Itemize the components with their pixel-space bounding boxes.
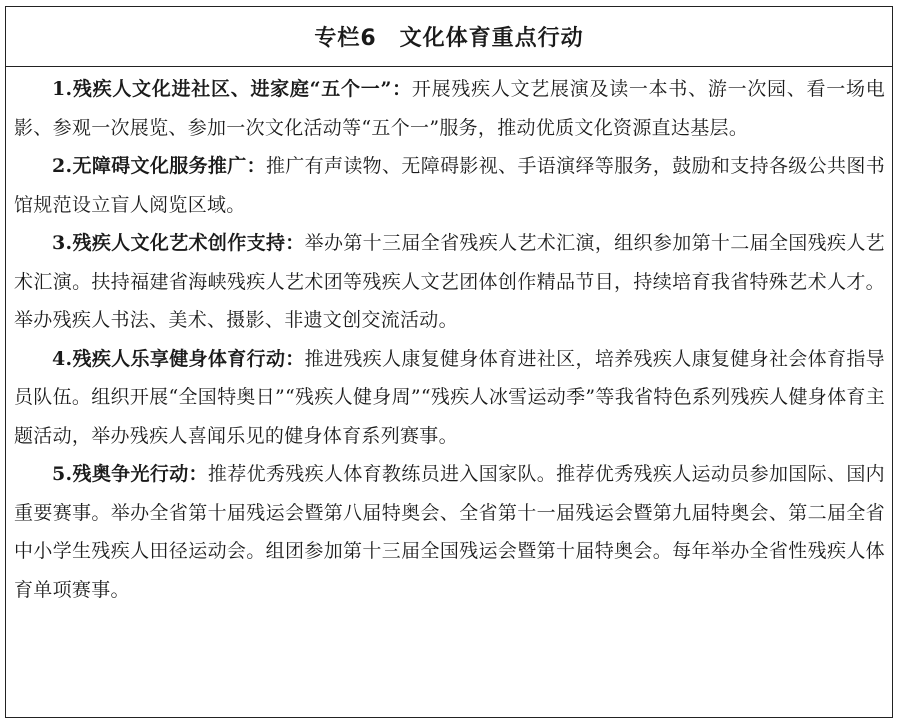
action-item-text: 举办第十三届全省残疾人艺术汇演，组织参加第十二届全国残疾人艺术汇演。扶持福建省海峡残疾人艺术团等残疾人文艺团体创作精品节目，持续培育我省特殊艺术人才。举办残疾人书法、美术、摄影、非遗文创交流活动。: [14, 232, 885, 331]
feature-box-title: 专栏6 文化体育重点行动: [314, 26, 584, 51]
action-item-2: [14, 147, 885, 224]
action-item-lead: 2.无障碍文化服务推广：: [52, 155, 266, 177]
feature-box-content: [6, 67, 892, 609]
action-item-3: [14, 224, 885, 340]
feature-box-header: [6, 7, 892, 67]
feature-box: [5, 6, 893, 718]
action-item-5: [14, 455, 885, 609]
action-item-lead: 1.残疾人文化进社区、进家庭“五个一”：: [52, 78, 412, 100]
action-item-text: 推进残疾人康复健身体育进社区，培养残疾人康复健身社会体育指导员队伍。组织开展“全国特奥日”“残疾人健身周”“残疾人冰雪运动季”等我省特色系列残疾人健身体育主题活动，举办残疾人喜闻乐见的健身体育系列赛事。: [14, 347, 885, 447]
action-item-text: 推荐优秀残疾人体育教练员进入国家队。推荐优秀残疾人运动员参加国际、国内重要赛事。举办全省第十届残运会暨第八届特奥会、全省第十一届残运会暨第九届特奥会、第二届全省中小学生残疾人田径运动会。组团参加第十三届全国残运会暨第十届特奥会。每年举办全省性残疾人体育单项赛事。: [14, 463, 885, 601]
action-item-text: 开展残疾人文艺展演及读一本书、游一次园、看一场电影、参观一次展览、参加一次文化活动等“五个一”服务，推动优质文化资源直达基层。: [14, 78, 886, 139]
action-item-4: [14, 340, 885, 456]
action-item-lead: 4.残疾人乐享健身体育行动：: [52, 347, 305, 370]
action-item-lead: 5.残奥争光行动：: [52, 463, 208, 485]
action-item-lead: 3.残疾人文化艺术创作支持：: [52, 232, 305, 254]
action-item-text: 推广有声读物、无障碍影视、手语演绎等服务，鼓励和支持各级公共图书馆规范设立盲人阅览区域。: [14, 155, 885, 216]
action-item-1: [14, 70, 885, 147]
